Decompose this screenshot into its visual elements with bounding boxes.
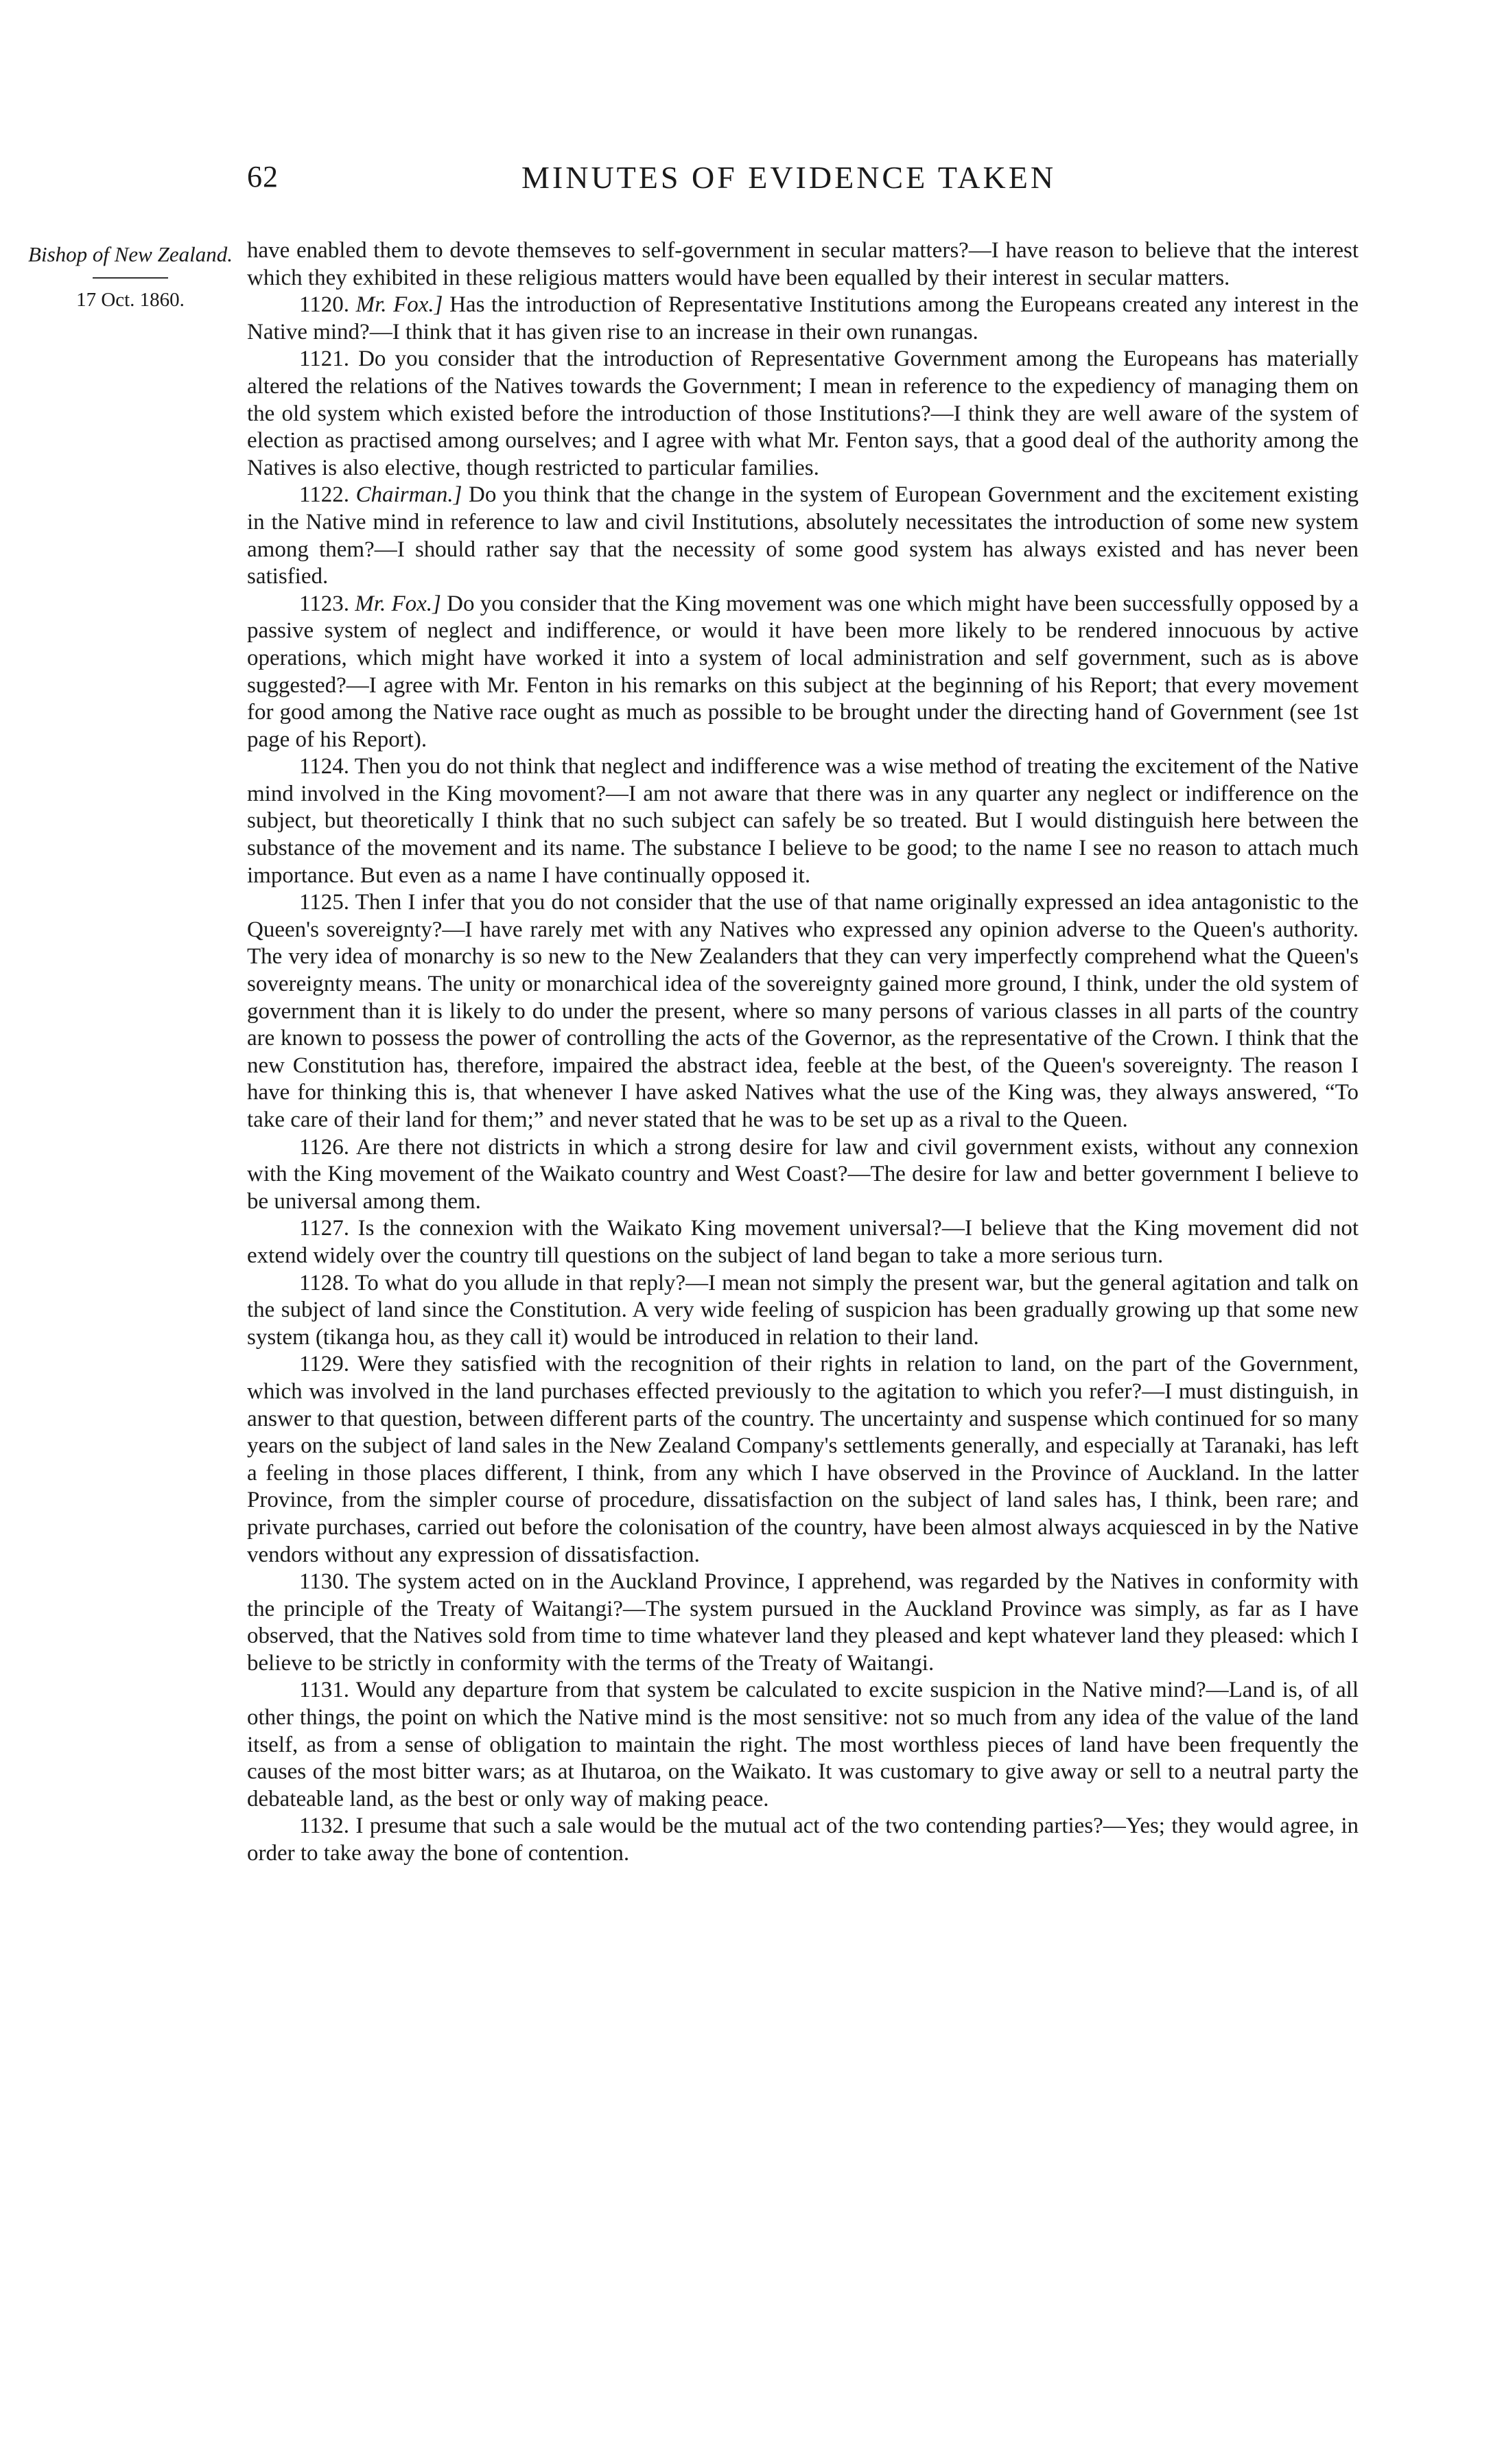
question-number: 1129. <box>299 1352 350 1377</box>
paragraph-text: Do you consider that the introduction of Representative Government among the Europeans has materially altered the relations of the Natives towards the Government; I mean in reference to the expediency of managing them on the old system which existed before the introduction of those Institutions?—I think they are well aware of the system of election as practised among ourselves; and I agree with what Mr. Fenton says, that a good deal of the authority among the Natives is also elective, though restricted to particular families. <box>247 347 1359 480</box>
paragraph-text: Do you think that the change in the system of European Government and the excitement existing in the Native mind in reference to law and civil Institutions, absolutely necessitates the introduction of some new system among them?—I should rather say that the necessity of some good system has always existed and has never been satisfied. <box>247 482 1359 589</box>
paragraph-text: Then I infer that you do not consider that the use of that name originally expressed an idea antagonistic to the Queen's sovereignty?—I have rarely met with any Natives who expressed any opinion adverse to the Queen's authority. The very idea of monarchy is so new to the New Zealanders that they can very imperfectly comprehend what the Queen's sovereignty means. The unity or monarchical idea of the sovereignty gained more ground, I think, under the old system of government than it is likely to do under the present, where so many persons of various classes in all parts of the country are known to possess the power of controlling the acts of the Governor, as the representative of the Crown. I think that the new Constitution has, therefore, impaired the abstract idea, feeble at the best, of the Queen's sovereignty. The reason I have for thinking this is, that whenever I have asked Natives what the use of the King was, they always answered, “To take care of their land for them;” and never stated that he was to be set up as a rival to the Queen. <box>247 890 1359 1132</box>
question-1126 <box>247 1134 1359 1216</box>
question-1121 <box>247 346 1359 482</box>
question-1132 <box>247 1813 1359 1867</box>
evidence-body <box>247 237 1359 1868</box>
paragraph-text: Would any departure from that system be calculated to excite suspicion in the Native mind?—Land is, of all other things, the point on which the Native mind is the most sensitive: not so much from any idea of the value of the land itself, as from a sense of obligation to maintain the right. The most worthless pieces of land have been frequently the causes of the most bitter wars; as at Ihutaroa, on the Waikato. It was customary to give away or sell to a neutral party the debateable land, as the best or only way of making peace. <box>247 1678 1359 1811</box>
question-1129 <box>247 1351 1359 1569</box>
paragraph-text: The system acted on in the Auckland Province, I apprehend, was regarded by the Natives in conformity with the principle of the Treaty of Waitangi?—The system pursued in the Auckland Province was simply, as far as I have observed, that the Natives sold from time to time whatever land they pleased and kept whatever land they pleased: which I believe to be strictly in conformity with the terms of the Treaty of Waitangi. <box>247 1569 1359 1676</box>
page-header <box>247 159 1379 207</box>
speaker-label: Mr. Fox.] <box>355 292 443 318</box>
question-number: 1131. <box>299 1678 350 1703</box>
question-1123 <box>247 591 1359 754</box>
question-number: 1121. <box>299 347 350 372</box>
speaker-label: Chairman.] <box>355 482 462 508</box>
paragraph-text: Has the introduction of Representative Institutions among the Europeans created any interest in the Native mind?—I think that it has given rise to an increase in their own runangas. <box>247 292 1359 344</box>
question-1127 <box>247 1215 1359 1269</box>
question-1125 <box>247 889 1359 1134</box>
paragraph-text: Is the connexion with the Waikato King movement universal?—I believe that the King movement did not extend widely over the country till questions on the subject of land began to take a more serious turn. <box>247 1216 1359 1268</box>
question-number: 1123. <box>299 591 350 616</box>
margin-note <box>27 242 233 313</box>
question-1120 <box>247 292 1359 346</box>
margin-witness: Bishop of New Zealand. <box>28 242 233 266</box>
paragraph-text: To what do you allude in that reply?—I mean not simply the present war, but the general agitation and talk on the subject of land since the Constitution. A very wide feeling of suspicion has been gradually growing up that some new system (tikanga hou, as they call it) would be introduced in relation to their land. <box>247 1270 1359 1350</box>
question-number: 1127. <box>299 1216 350 1241</box>
paragraph-text: Are there not districts in which a strong desire for law and civil government exists, without any connexion with the King movement of the Waikato country and West Coast?—The desire for law and better government I believe to be universal among them. <box>247 1134 1359 1214</box>
paragraph-text: Were they satisfied with the recognition of their rights in relation to land, on the part of the Government, which was involved in the land purchases effected previously to the agitation to which you refer?—I must distinguish, in answer to that question, between different parts of the country. The uncertainty and suspense which continued for so many years on the subject of land sales in the New Zealand Company's settlements generally, and especially at Taranaki, has left a feeling in those places different, I think, from any which I have observed in the Province of Auckland. In the latter Province, from the simpler course of procedure, dissatisfaction on the subject of land sales has, I think, been rare; and private purchases, carried out before the colonisation of the country, have been almost always acquiesced in by the Native vendors without any expression of dissatisfaction. <box>247 1352 1359 1567</box>
running-title: MINUTES OF EVIDENCE TAKEN <box>521 160 1057 195</box>
question-1128 <box>247 1270 1359 1352</box>
question-1130 <box>247 1569 1359 1677</box>
margin-date: 17 Oct. 1860. <box>76 289 185 311</box>
page-number: 62 <box>247 160 279 193</box>
question-number: 1128. <box>299 1270 350 1295</box>
paragraph-continuation <box>247 237 1359 292</box>
question-number: 1132. <box>299 1814 350 1839</box>
speaker-label: Mr. Fox.] <box>355 591 441 616</box>
paragraph-text: have enabled them to devote themseves to self-government in secular matters?—I have reason to believe that the interest which they exhibited in these religious matters would have been equalled by their interest in secular matters. <box>247 238 1359 290</box>
question-number: 1122. <box>299 482 350 508</box>
paragraph-text: Do you consider that the King movement was one which might have been successfully opposed by a passive system of neglect and indifference, or would it have been more likely to be rendered innocuous by active operations, which might have worked it into a system of local administration and self government, such as is above suggested?—I agree with Mr. Fenton in his remarks on this subject at the beginning of his Report; that every movement for good among the Native race ought as much as possible to be brought under the directing hand of Government (see 1st page of his Report). <box>247 591 1359 752</box>
question-1122 <box>247 482 1359 590</box>
margin-divider <box>93 277 168 279</box>
question-1124 <box>247 753 1359 889</box>
question-number: 1125. <box>299 890 350 915</box>
question-number: 1126. <box>299 1134 350 1160</box>
paragraph-text: Then you do not think that neglect and indifference was a wise method of treating the excitement of the Native mind involved in the King movoment?—I am not aware that there was in any quarter any neglect or indifference on the subject, but theoretically I think that no such subject can safely be so treated. But I would distinguish here between the substance of the movement and its name. The substance I believe to be good; to the name I see no reason to attach much importance. But even as a name I have continually opposed it. <box>247 754 1359 888</box>
paragraph-text: I presume that such a sale would be the mutual act of the two contending parties?—Yes; they would agree, in order to take away the bone of contention. <box>247 1814 1359 1866</box>
question-number: 1124. <box>299 754 350 779</box>
question-number: 1130. <box>299 1569 350 1595</box>
question-number: 1120. <box>299 292 350 318</box>
question-1131 <box>247 1677 1359 1813</box>
